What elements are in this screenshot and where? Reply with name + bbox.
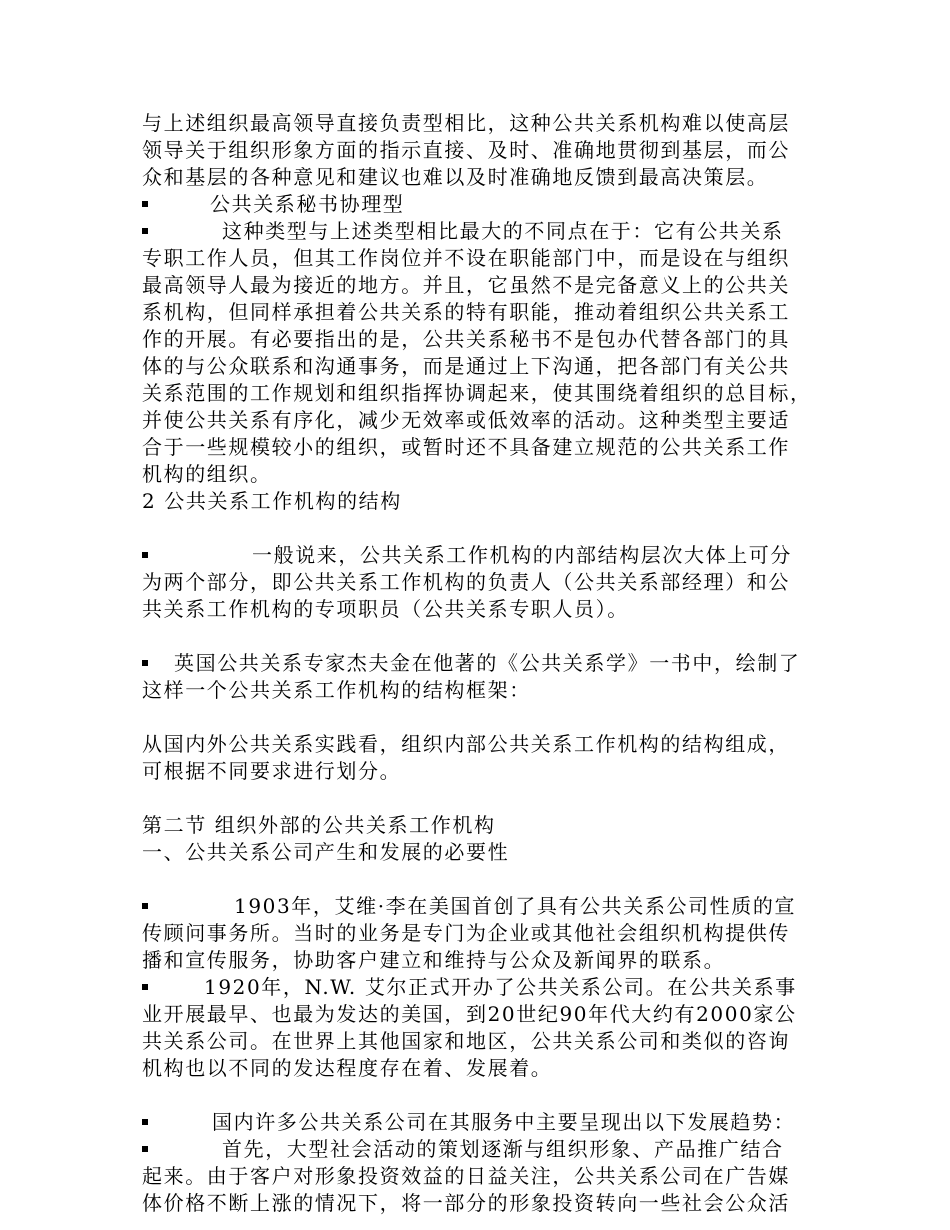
paragraph-text: 一般说来，公共关系工作机构的内部结构层次大体上可分 bbox=[252, 543, 792, 567]
paragraph-line: 作的开展。有必要指出的是，公共关系秘书不是包办代替各部门的具 bbox=[142, 327, 790, 351]
heading-text: 公共关系秘书协理型 bbox=[210, 192, 405, 216]
blank-line bbox=[142, 515, 832, 542]
paragraph-line: 机构也以不同的发达程度存在着、发展着。 bbox=[142, 1056, 553, 1080]
subsection-heading: 一、公共关系公司产生和发展的必要性 bbox=[142, 840, 510, 864]
paragraph-line: 业开展最早、也最为发达的美国，到20世纪90年代大约有2000家公 bbox=[142, 1002, 797, 1026]
bullet-icon bbox=[142, 1119, 148, 1125]
paragraph-line: 专职工作人员，但其工作岗位并不设在职能部门中，而是设在与组织 bbox=[142, 246, 790, 270]
document-page bbox=[142, 110, 832, 1217]
paragraph-line: 共关系公司。在世界上其他国家和地区，公共关系公司和类似的咨询 bbox=[142, 1029, 790, 1053]
bullet-paragraph-line bbox=[142, 974, 832, 1001]
paragraph-line: 传顾问事务所。当时的业务是专门为企业或其他社会组织机构提供传 bbox=[142, 921, 790, 945]
paragraph-line: 可根据不同要求进行划分。 bbox=[142, 759, 402, 783]
bullet-icon bbox=[142, 228, 148, 234]
bullet-paragraph-line bbox=[142, 542, 832, 569]
paragraph-line: 为两个部分，即公共关系工作机构的负责人（公共关系部经理）和公 bbox=[142, 570, 790, 594]
paragraph-line: 领导关于组织形象方面的指示直接、及时、准确地贯彻到基层，而公 bbox=[142, 138, 790, 162]
paragraph-line: 从国内外公共关系实践看，组织内部公共关系工作机构的结构组成， bbox=[142, 732, 790, 756]
bullet-icon bbox=[142, 903, 148, 909]
bullet-icon bbox=[142, 984, 148, 990]
paragraph-line: 体的与公众联系和沟通事务，而是通过上下沟通，把各部门有关公共 bbox=[142, 354, 790, 378]
bullet-icon bbox=[142, 552, 148, 558]
paragraph-line: 众和基层的各种意见和建议也难以及时准确地反馈到最高决策层。 bbox=[142, 165, 769, 189]
paragraph-line: 系机构，但同样承担着公共关系的特有职能，推动着组织公共关系工 bbox=[142, 300, 790, 324]
paragraph-line: 与上述组织最高领导直接负责型相比，这种公共关系机构难以使高层 bbox=[142, 111, 790, 135]
paragraph-line: 机构的组织。 bbox=[142, 462, 272, 486]
bullet-paragraph-line bbox=[142, 1109, 832, 1136]
paragraph-text: 首先，大型社会活动的策划逐渐与组织形象、产品推广结合 bbox=[222, 1137, 784, 1161]
paragraph-line: 关系范围的工作规划和组织指挥协调起来，使其围绕着组织的总目标， bbox=[142, 381, 812, 405]
blank-line bbox=[142, 866, 832, 893]
paragraph-line: 播和宣传服务，协助客户建立和维持与公众及新闻界的联系。 bbox=[142, 948, 726, 972]
chapter-heading: 第二节 组织外部的公共关系工作机构 bbox=[142, 813, 496, 837]
paragraph-line: 起来。由于客户对形象投资效益的日益关注，公共关系公司在广告媒 bbox=[142, 1164, 790, 1188]
bullet-paragraph-line bbox=[142, 218, 832, 245]
paragraph-line: 这样一个公共关系工作机构的结构框架： bbox=[142, 678, 531, 702]
bullet-icon bbox=[142, 1146, 148, 1152]
blank-line bbox=[142, 623, 832, 650]
blank-line bbox=[142, 785, 832, 812]
bullet-icon bbox=[142, 201, 148, 207]
blank-line bbox=[142, 704, 832, 731]
section-heading: 2 公共关系工作机构的结构 bbox=[142, 489, 402, 513]
paragraph-text: 1920年，N.W. 艾尔正式开办了公共关系公司。在公共关系事 bbox=[204, 975, 797, 999]
paragraph-text: 国内许多公共关系公司在其服务中主要呈现出以下发展趋势： bbox=[212, 1110, 796, 1134]
bullet-paragraph-line bbox=[142, 893, 832, 920]
paragraph-line: 合于一些规模较小的组织，或暂时还不具备建立规范的公共关系工作 bbox=[142, 435, 790, 459]
paragraph-text: 这种类型与上述类型相比最大的不同点在于：它有公共关系 bbox=[222, 219, 784, 243]
paragraph-line: 并使公共关系有序化，减少无效率或低效率的活动。这种类型主要适 bbox=[142, 408, 790, 432]
blank-line bbox=[142, 1082, 832, 1109]
paragraph-line: 体价格不断上涨的情况下，将一部分的形象投资转向一些社会公众活 bbox=[142, 1191, 790, 1215]
paragraph-line: 共关系工作机构的专项职员（公共关系专职人员）。 bbox=[142, 597, 629, 621]
bullet-icon bbox=[142, 660, 148, 666]
paragraph-text: 1903年，艾维·李在美国首创了具有公共关系公司性质的宣 bbox=[234, 894, 797, 918]
bullet-paragraph-line bbox=[142, 1136, 832, 1163]
bullet-paragraph-line bbox=[142, 650, 832, 677]
bullet-heading bbox=[142, 191, 832, 218]
paragraph-text: 英国公共关系专家杰夫金在他著的《公共关系学》一书中，绘制了 bbox=[174, 651, 801, 675]
paragraph-line: 最高领导人最为接近的地方。并且，它虽然不是完备意义上的公共关 bbox=[142, 273, 790, 297]
